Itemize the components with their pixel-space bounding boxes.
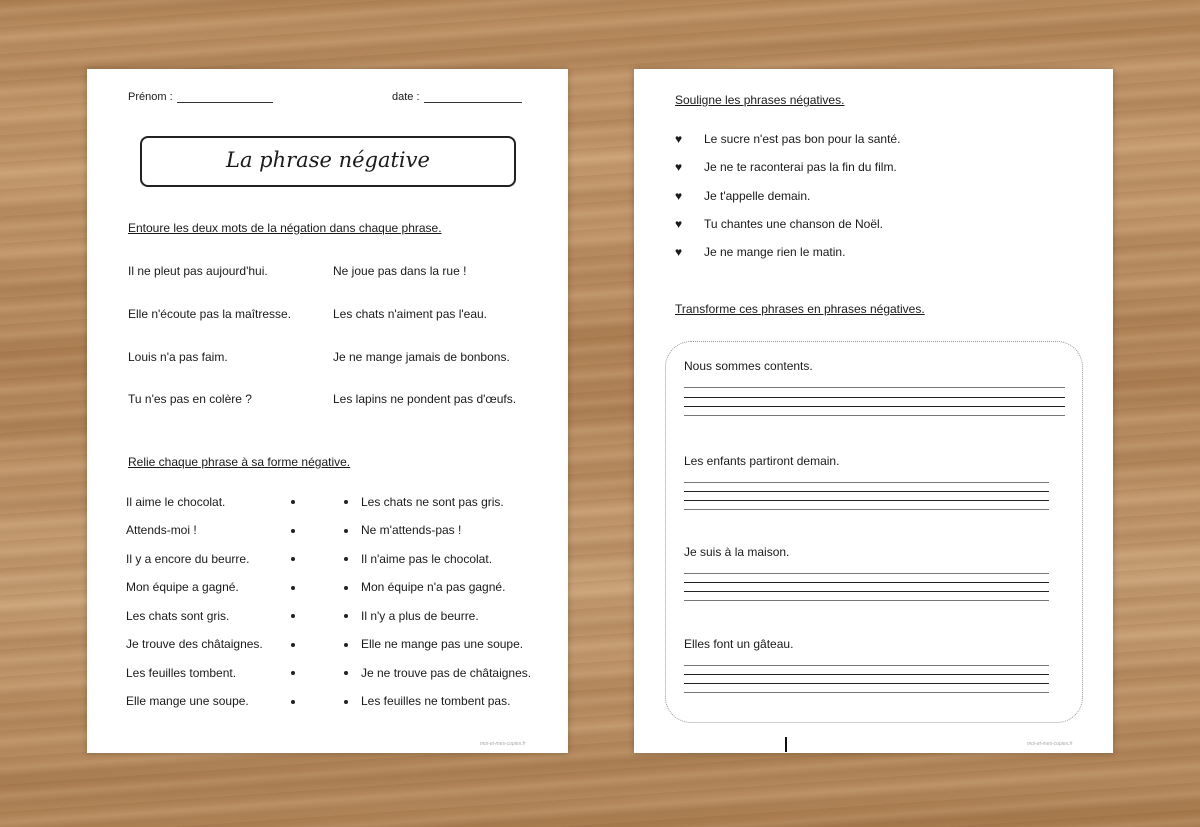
- writing-line[interactable]: [684, 482, 1049, 483]
- writing-line[interactable]: [684, 692, 1049, 693]
- negation-sentence: Il ne pleut pas aujourd'hui.: [128, 264, 268, 278]
- footer-watermark: moi-et-mes-copies.fr: [480, 741, 526, 747]
- match-right-item: Elle ne mange pas une soupe.: [361, 637, 524, 651]
- writing-line[interactable]: [684, 674, 1049, 675]
- transform-prompt: Je suis à la maison.: [684, 545, 790, 559]
- writing-line[interactable]: [684, 683, 1049, 684]
- prenom-blank[interactable]: [177, 102, 273, 103]
- writing-line[interactable]: [684, 415, 1065, 416]
- match-dot-right[interactable]: [344, 529, 348, 533]
- title-box: [140, 136, 516, 187]
- negation-sentence: Ne joue pas dans la rue !: [333, 264, 467, 278]
- transform-prompt: Les enfants partiront demain.: [684, 454, 840, 468]
- match-dot-left[interactable]: [291, 529, 295, 533]
- prenom-field: [128, 91, 273, 103]
- match-right-item: Il n'aime pas le chocolat.: [361, 552, 493, 566]
- writing-line[interactable]: [684, 387, 1065, 388]
- negation-sentence: Je ne mange jamais de bonbons.: [333, 350, 510, 364]
- match-dot-right[interactable]: [344, 700, 348, 704]
- match-left-item: Attends-moi !: [126, 523, 197, 537]
- writing-line[interactable]: [684, 665, 1049, 666]
- instruction-match: Relie chaque phrase à sa forme négative.: [128, 455, 351, 469]
- worksheet-page-right: [634, 69, 1113, 753]
- match-dot-left[interactable]: [291, 500, 295, 504]
- match-left-item: Les feuilles tombent.: [126, 666, 237, 680]
- underline-sentence: Le sucre n'est pas bon pour la santé.: [704, 132, 901, 146]
- writing-line[interactable]: [684, 600, 1049, 601]
- match-right-item: Il n'y a plus de beurre.: [361, 609, 479, 623]
- underline-sentence: Je t'appelle demain.: [704, 189, 811, 203]
- heart-icon: ♥: [675, 132, 683, 146]
- match-right-item: Les chats ne sont pas gris.: [361, 495, 504, 509]
- match-left-item: Il y a encore du beurre.: [126, 552, 250, 566]
- transform-prompt: Elles font un gâteau.: [684, 637, 794, 651]
- negation-sentence: Tu n'es pas en colère ?: [128, 392, 252, 406]
- match-dot-right[interactable]: [344, 500, 348, 504]
- instruction-transform: Transforme ces phrases en phrases négatives.: [675, 302, 925, 316]
- match-dot-left[interactable]: [291, 700, 295, 704]
- writing-line[interactable]: [684, 500, 1049, 501]
- negation-sentence: Louis n'a pas faim.: [128, 350, 228, 364]
- underline-sentence: Je ne te raconterai pas la fin du film.: [704, 160, 897, 174]
- match-dot-left[interactable]: [291, 643, 295, 647]
- negation-sentence: Elle n'écoute pas la maîtresse.: [128, 307, 292, 321]
- match-dot-left[interactable]: [291, 614, 295, 618]
- negation-sentence: Les lapins ne pondent pas d'œufs.: [333, 392, 517, 406]
- date-label: date :: [392, 91, 420, 103]
- date-blank[interactable]: [424, 102, 522, 103]
- footer-watermark: moi-et-mes-copies.fr: [1027, 741, 1073, 747]
- match-dot-right[interactable]: [344, 557, 348, 561]
- underline-sentence: Tu chantes une chanson de Noël.: [704, 217, 884, 231]
- prenom-label: Prénom :: [128, 91, 173, 103]
- match-right-item: Les feuilles ne tombent pas.: [361, 694, 511, 708]
- heart-icon: ♥: [675, 217, 683, 231]
- match-left-item: Mon équipe a gagné.: [126, 580, 239, 594]
- negation-sentence: Les chats n'aiment pas l'eau.: [333, 307, 488, 321]
- writing-line[interactable]: [684, 491, 1049, 492]
- match-dot-right[interactable]: [344, 671, 348, 675]
- heart-icon: ♥: [675, 245, 683, 259]
- match-left-item: Elle mange une soupe.: [126, 694, 249, 708]
- text-cursor: [785, 737, 787, 752]
- match-dot-left[interactable]: [291, 557, 295, 561]
- match-right-item: Ne m'attends-pas !: [361, 523, 462, 537]
- match-right-item: Mon équipe n'a pas gagné.: [361, 580, 506, 594]
- heart-icon: ♥: [675, 160, 683, 174]
- match-dot-right[interactable]: [344, 643, 348, 647]
- match-left-item: Il aime le chocolat.: [126, 495, 226, 509]
- date-field: [392, 91, 522, 103]
- writing-line[interactable]: [684, 397, 1065, 398]
- worksheet-page-left: [87, 69, 568, 753]
- match-dot-left[interactable]: [291, 671, 295, 675]
- instruction-circle: Entoure les deux mots de la négation dans chaque phrase.: [128, 221, 442, 235]
- page-title: La phrase négative: [226, 148, 430, 172]
- match-dot-right[interactable]: [344, 586, 348, 590]
- match-right-item: Je ne trouve pas de châtaignes.: [361, 666, 532, 680]
- match-left-item: Je trouve des châtaignes.: [126, 637, 263, 651]
- writing-line[interactable]: [684, 509, 1049, 510]
- transform-prompt: Nous sommes contents.: [684, 359, 813, 373]
- underline-sentence: Je ne mange rien le matin.: [704, 245, 846, 259]
- heart-icon: ♥: [675, 189, 683, 203]
- match-dot-left[interactable]: [291, 586, 295, 590]
- instruction-underline: Souligne les phrases négatives.: [675, 93, 845, 107]
- writing-line[interactable]: [684, 406, 1065, 407]
- writing-line[interactable]: [684, 573, 1049, 574]
- match-left-item: Les chats sont gris.: [126, 609, 230, 623]
- match-dot-right[interactable]: [344, 614, 348, 618]
- writing-line[interactable]: [684, 582, 1049, 583]
- writing-line[interactable]: [684, 591, 1049, 592]
